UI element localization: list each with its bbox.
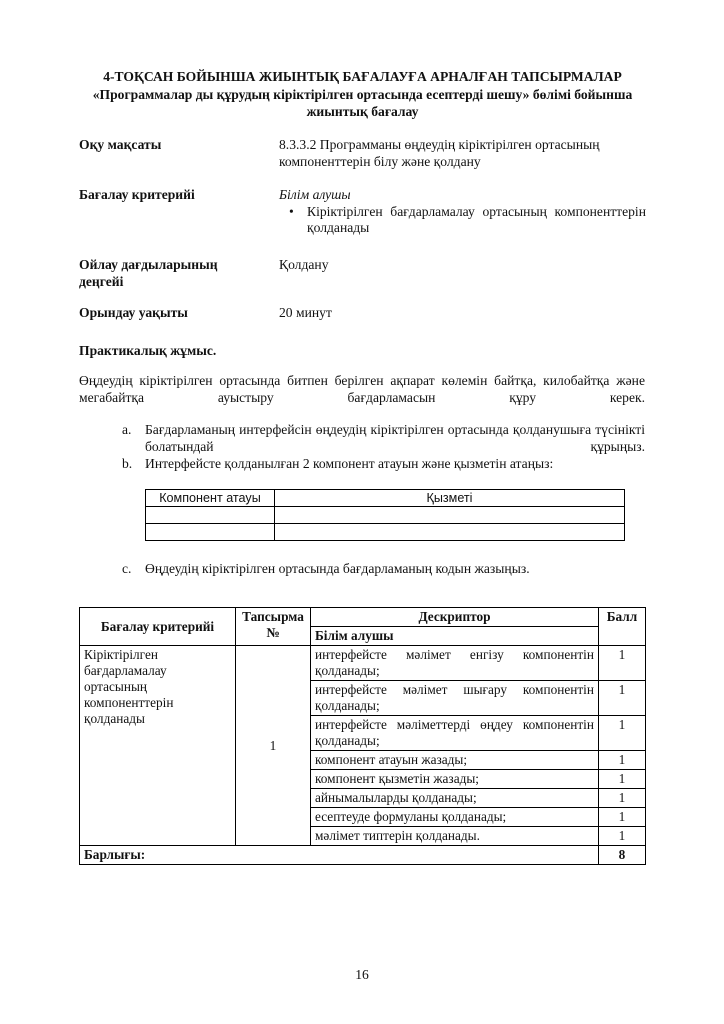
component-name-cell[interactable] bbox=[146, 507, 275, 524]
rubric-descriptor: интерфейсте мәлімет енгізу компонентін қолданады; bbox=[311, 646, 599, 681]
rubric-descriptor: айнымалыларды қолданады; bbox=[311, 789, 599, 808]
criterion-subject: Білім алушы bbox=[279, 187, 351, 202]
component-function-header: Қызметі bbox=[275, 490, 625, 507]
item-a-marker: a. bbox=[122, 422, 132, 437]
rubric-score: 1 bbox=[599, 646, 646, 681]
rubric-score: 1 bbox=[599, 751, 646, 770]
time-value: 20 минут bbox=[279, 305, 332, 320]
rubric-learner-header: Білім алушы bbox=[311, 627, 599, 646]
rubric-descriptor: есептеуде формуланы қолданады; bbox=[311, 808, 599, 827]
rubric-score: 1 bbox=[599, 716, 646, 751]
bullet-icon: • bbox=[289, 203, 294, 219]
rubric-task-number: 1 bbox=[236, 646, 311, 846]
criterion-label: Бағалау критерийі bbox=[79, 187, 195, 202]
practical-title: Практикалық жұмыс. bbox=[79, 343, 217, 358]
objective-row bbox=[79, 137, 649, 171]
rubric-score: 1 bbox=[599, 681, 646, 716]
rubric-criterion-text: Кіріктірілген бағдарламалау ортасының компоненттерін қолданады bbox=[80, 646, 236, 846]
rubric-table bbox=[79, 607, 646, 865]
objective-value: 8.3.3.2 Программаны өңдеудің кіріктірілген ортасының компоненттерін білу және қолдану bbox=[279, 137, 600, 169]
component-table bbox=[145, 489, 625, 541]
rubric-score: 1 bbox=[599, 808, 646, 827]
document-title: 4-ТОҚСАН БОЙЫНША ЖИЫНТЫҚ БАҒАЛАУҒА АРНАЛҒАН ТАПСЫРМАЛАР bbox=[103, 69, 622, 84]
rubric-total-label: Барлығы: bbox=[80, 846, 599, 865]
item-b-marker: b. bbox=[122, 456, 133, 471]
rubric-task-header: Тапсырма № bbox=[236, 608, 311, 646]
rubric-descriptor-header: Дескриптор bbox=[311, 608, 599, 627]
rubric-score-header: Балл bbox=[599, 608, 646, 646]
item-b-text: Интерфейсте қолданылған 2 компонент атауын және қызметін атаңыз: bbox=[145, 456, 554, 471]
item-c-marker: c. bbox=[122, 561, 132, 576]
criterion-value bbox=[279, 187, 646, 238]
item-c-text: Өңдеудің кіріктірілген ортасында бағдарламаның кодын жазыңыз. bbox=[145, 561, 530, 576]
level-row bbox=[79, 257, 649, 291]
time-label: Орындау уақыты bbox=[79, 305, 188, 320]
rubric-score: 1 bbox=[599, 789, 646, 808]
rubric-descriptor: интерфейсте мәлімет шығару компонентін қолданады; bbox=[311, 681, 599, 716]
component-name-cell[interactable] bbox=[146, 524, 275, 541]
criterion-row bbox=[79, 187, 649, 237]
document-subtitle: «Программалар ды құрудың кіріктірілген ортасында есептерді шешу» бөлімі бойынша жиынтық бағалау bbox=[92, 87, 633, 119]
page-number: 16 bbox=[355, 967, 369, 982]
component-function-cell[interactable] bbox=[275, 524, 625, 541]
rubric-descriptor: интерфейсте мәліметтерді өңдеу компонентін қолданады; bbox=[311, 716, 599, 751]
rubric-descriptor: мәлімет типтерін қолданады. bbox=[311, 827, 599, 846]
objective-label: Оқу мақсаты bbox=[79, 137, 162, 152]
practical-intro: Өңдеудің кіріктірілген ортасында битпен берілген ақпарат көлемін байтқа, килобайтқа және мегабайтқа ауыстыру бағдарламасын құру керек. bbox=[79, 373, 645, 405]
rubric-criterion-header: Бағалау критерийі bbox=[80, 608, 236, 646]
time-row bbox=[79, 305, 649, 323]
level-value: Қолдану bbox=[279, 257, 329, 272]
rubric-total-value: 8 bbox=[599, 846, 646, 865]
rubric-descriptor: компонент қызметін жазады; bbox=[311, 770, 599, 789]
criterion-bullet: Кіріктірілген бағдарламалау ортасының компоненттерін қолданады bbox=[307, 203, 646, 235]
rubric-score: 1 bbox=[599, 770, 646, 789]
level-label: Ойлау дағдыларының деңгейі bbox=[79, 257, 218, 289]
rubric-score: 1 bbox=[599, 827, 646, 846]
component-function-cell[interactable] bbox=[275, 507, 625, 524]
item-a-text: Бағдарламаның интерфейсін өңдеудің кіріктірілген ортасында қолданушыға түсінікті болатындай құрыңыз. bbox=[145, 422, 645, 454]
rubric-descriptor: компонент атауын жазады; bbox=[311, 751, 599, 770]
component-name-header: Компонент атауы bbox=[146, 490, 275, 507]
